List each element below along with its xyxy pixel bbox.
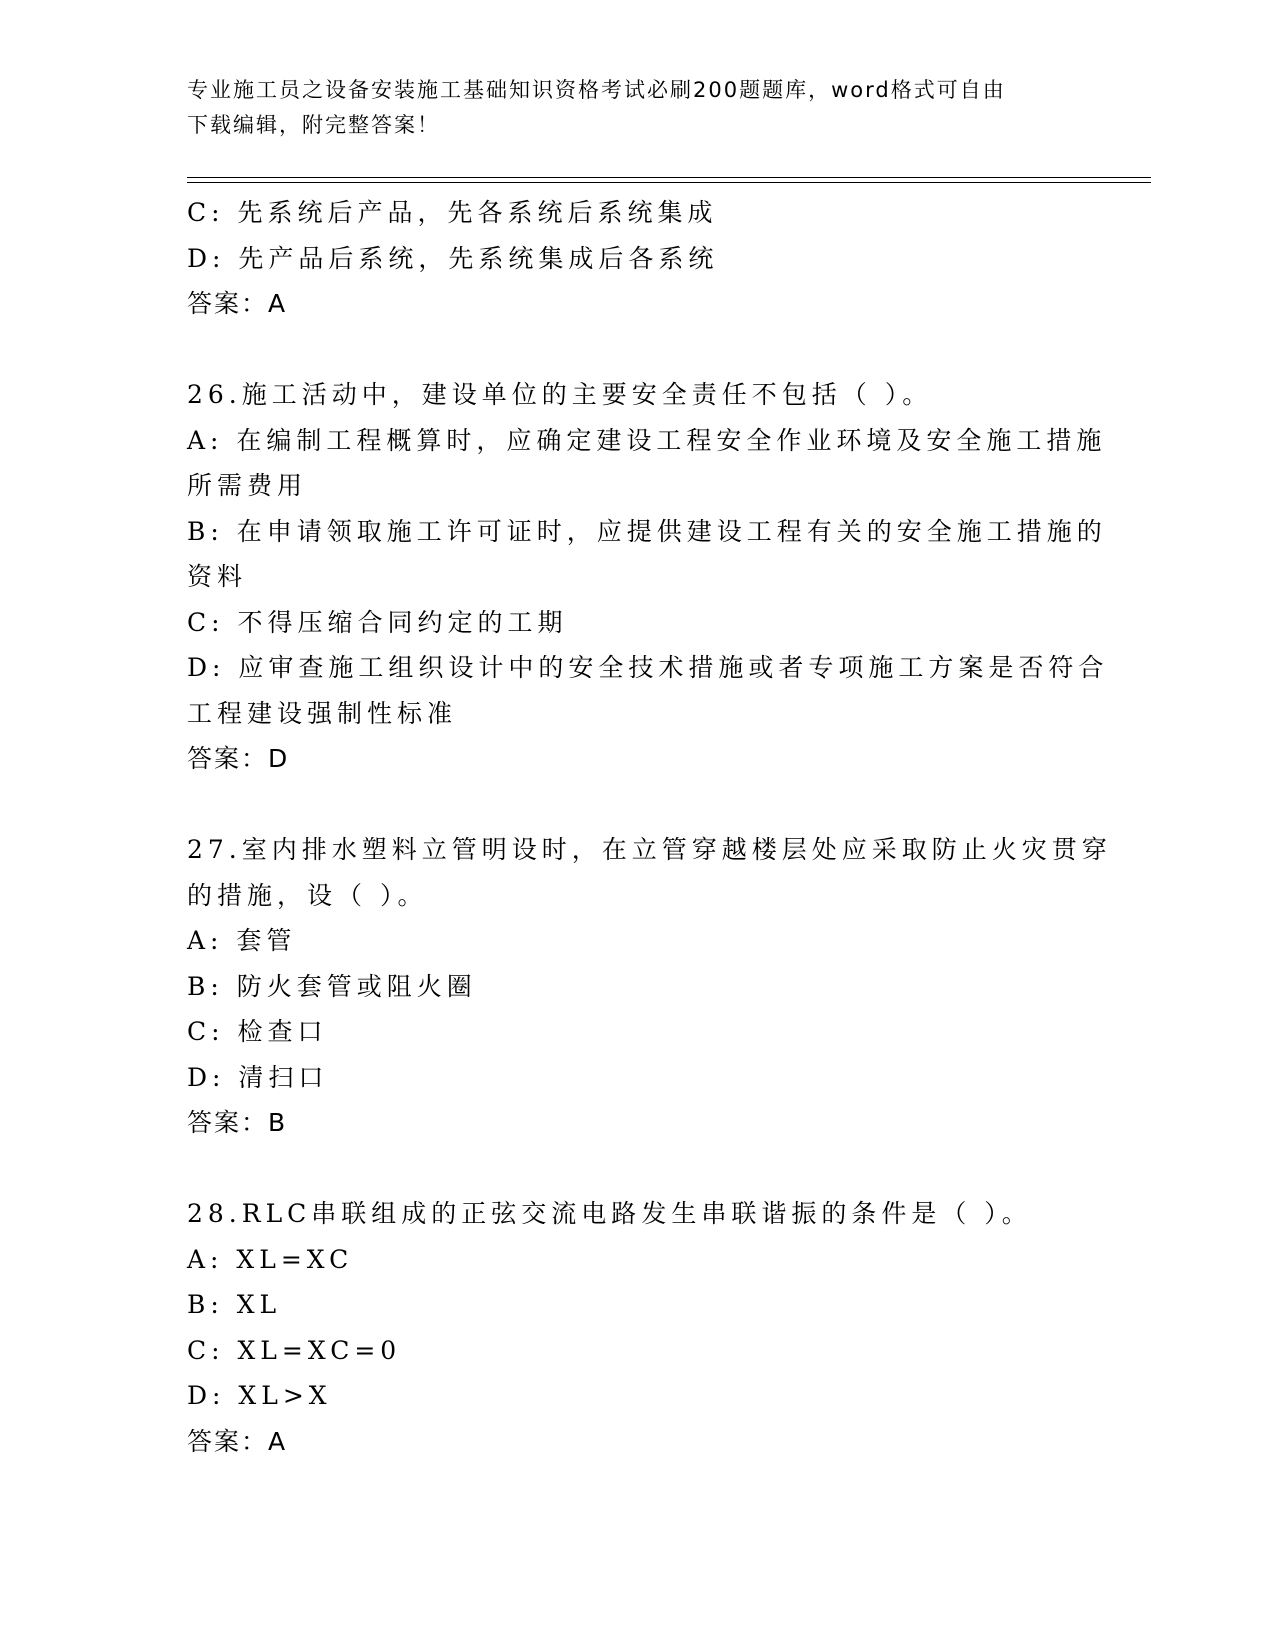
option-a: A: 套管 [187,926,297,955]
option-a-continued: 所需费用 [187,471,308,500]
option-b: B: 在申请领取施工许可证时，应提供建设工程有关的安全施工措施的 [187,516,1107,546]
option-c: C: 先系统后产品，先各系统后系统集成 [187,198,718,227]
question-26 [187,372,1109,782]
question-25-tail [187,190,1087,327]
document-header [187,73,1067,143]
option-d: D: 清扫口 [187,1062,329,1092]
answer-line: 答案：A [187,1426,288,1456]
option-d-continued: 工程建设强制性标准 [187,698,458,728]
option-b: B: 防火套管或阻火圈 [187,971,477,1001]
option-c: C: 检查口 [187,1017,328,1046]
option-a: A: XL=XC [187,1244,354,1274]
question-stem: 27.室内排水塑料立管明设时，在立管穿越楼层处应采取防止火灾贯穿 [187,835,1112,864]
option-d: D: 应审查施工组织设计中的安全技术措施或者专项施工方案是否符合 [187,653,1109,682]
option-d: D: XL>X [187,1381,332,1410]
header-divider-bottom [187,182,1151,183]
header-title-line-2: 下载编辑，附完整答案！ [187,113,440,137]
answer-line: 答案：A [187,289,288,318]
question-stem: 26.施工活动中，建设单位的主要安全责任不包括（ ）。 [187,380,933,409]
spacer [187,782,1087,828]
header-divider-top [187,177,1151,178]
option-c: C: XL=XC=0 [187,1335,402,1365]
question-stem-continued: 的措施，设（ ）。 [187,880,428,910]
option-c: C: 不得压缩合同约定的工期 [187,607,568,637]
answer-line: 答案：B [187,1108,288,1137]
spacer [187,327,1087,373]
question-28 [187,1191,1087,1464]
document-body [187,190,1112,1464]
option-b-continued: 资料 [187,562,248,591]
option-b: B: XL [187,1290,282,1319]
spacer [187,1146,1087,1192]
option-a: A: 在编制工程概算时，应确定建设工程安全作业环境及安全施工措施 [187,425,1107,455]
header-title-line-1: 专业施工员之设备安装施工基础知识资格考试必刷200题题库，word格式可自由 [187,78,1006,102]
question-27 [187,827,1112,1146]
answer-line: 答案：D [187,744,290,773]
question-stem: 28.RLC串联组成的正弦交流电路发生串联谐振的条件是（ ）。 [187,1199,1032,1228]
option-d: D: 先产品后系统，先系统集成后各系统 [187,243,719,273]
